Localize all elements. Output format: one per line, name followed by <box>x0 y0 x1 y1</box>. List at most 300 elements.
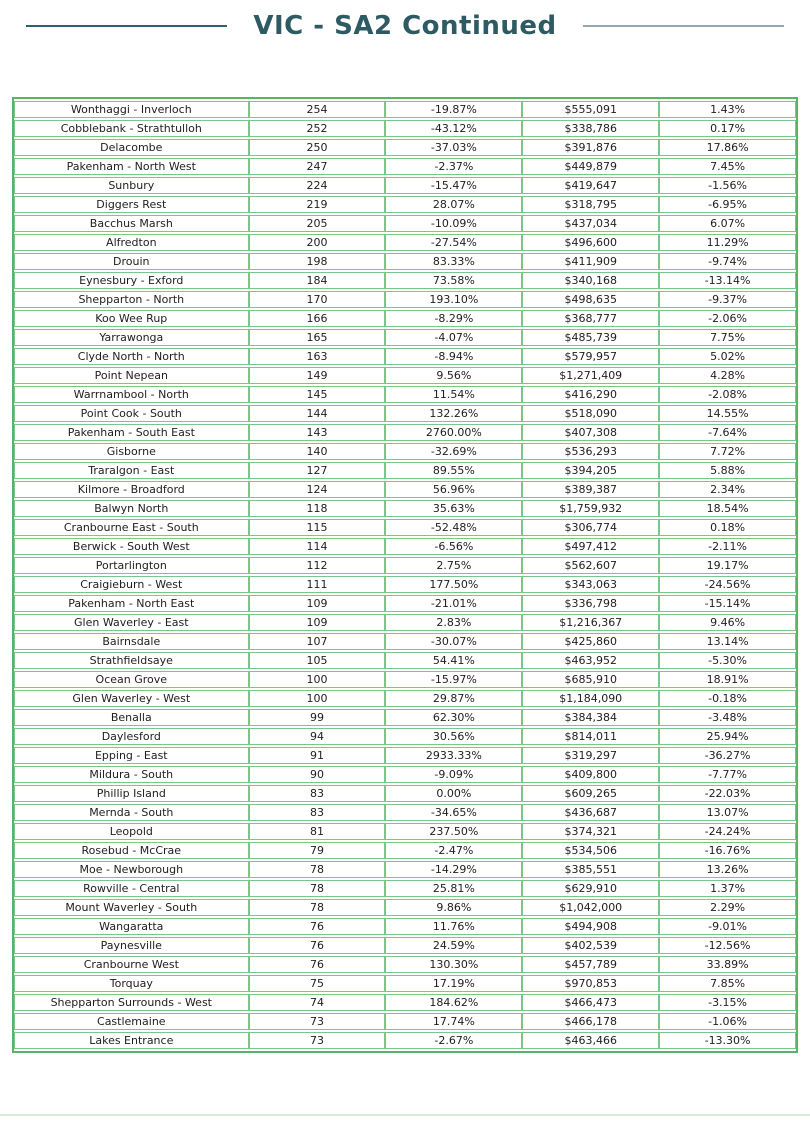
table-cell: -2.08% <box>659 386 796 403</box>
table-cell: 205 <box>249 215 386 232</box>
table-cell: 163 <box>249 348 386 365</box>
table-cell: 165 <box>249 329 386 346</box>
table-cell: 78 <box>249 899 386 916</box>
table-cell: 11.54% <box>385 386 522 403</box>
table-cell: Balwyn North <box>14 500 249 517</box>
table-row <box>14 633 796 650</box>
table-row <box>14 956 796 973</box>
table-cell: Cobblebank - Strathtulloh <box>14 120 249 137</box>
table-cell: 193.10% <box>385 291 522 308</box>
table-cell: Cranbourne East - South <box>14 519 249 536</box>
table-cell: Gisborne <box>14 443 249 460</box>
table-cell: Kilmore - Broadford <box>14 481 249 498</box>
table-cell: 78 <box>249 880 386 897</box>
table-row <box>14 899 796 916</box>
table-cell: Cranbourne West <box>14 956 249 973</box>
table-cell: $385,551 <box>522 861 659 878</box>
table-cell: 7.45% <box>659 158 796 175</box>
table-cell: $394,205 <box>522 462 659 479</box>
table-cell: $457,789 <box>522 956 659 973</box>
table-row <box>14 538 796 555</box>
table-cell: $340,168 <box>522 272 659 289</box>
table-cell: 130.30% <box>385 956 522 973</box>
table-cell: -27.54% <box>385 234 522 251</box>
table-cell: Shepparton Surrounds - West <box>14 994 249 1011</box>
table-row <box>14 101 796 118</box>
table-cell: 115 <box>249 519 386 536</box>
table-cell: Glen Waverley - West <box>14 690 249 707</box>
table-cell: $319,297 <box>522 747 659 764</box>
table-cell: -1.06% <box>659 1013 796 1030</box>
table-cell: 78 <box>249 861 386 878</box>
table-cell: 184.62% <box>385 994 522 1011</box>
table-cell: $1,216,367 <box>522 614 659 631</box>
table-cell: 252 <box>249 120 386 137</box>
table-cell: 76 <box>249 918 386 935</box>
table-cell: 13.14% <box>659 633 796 650</box>
table-cell: 29.87% <box>385 690 522 707</box>
sa2-table-container <box>12 97 798 1053</box>
table-cell: $336,798 <box>522 595 659 612</box>
table-row <box>14 386 796 403</box>
table-cell: Delacombe <box>14 139 249 156</box>
table-cell: Epping - East <box>14 747 249 764</box>
table-cell: $425,860 <box>522 633 659 650</box>
table-cell: Lakes Entrance <box>14 1032 249 1049</box>
table-cell: 5.02% <box>659 348 796 365</box>
table-cell: 145 <box>249 386 386 403</box>
table-cell: $343,063 <box>522 576 659 593</box>
table-row <box>14 519 796 536</box>
table-cell: 2.75% <box>385 557 522 574</box>
table-cell: -15.47% <box>385 177 522 194</box>
table-cell: 73 <box>249 1013 386 1030</box>
table-cell: 28.07% <box>385 196 522 213</box>
table-cell: -15.97% <box>385 671 522 688</box>
table-cell: 54.41% <box>385 652 522 669</box>
table-cell: $496,600 <box>522 234 659 251</box>
table-row <box>14 595 796 612</box>
table-cell: 219 <box>249 196 386 213</box>
table-row <box>14 234 796 251</box>
table-row <box>14 253 796 270</box>
table-cell: Mernda - South <box>14 804 249 821</box>
table-cell: -5.30% <box>659 652 796 669</box>
table-cell: $562,607 <box>522 557 659 574</box>
table-cell: $555,091 <box>522 101 659 118</box>
table-row <box>14 557 796 574</box>
table-cell: -2.37% <box>385 158 522 175</box>
table-row <box>14 614 796 631</box>
table-cell: -2.47% <box>385 842 522 859</box>
table-cell: Traralgon - East <box>14 462 249 479</box>
table-cell: $629,910 <box>522 880 659 897</box>
table-row <box>14 139 796 156</box>
table-cell: Diggers Rest <box>14 196 249 213</box>
table-cell: 2.83% <box>385 614 522 631</box>
table-cell: $1,042,000 <box>522 899 659 916</box>
table-cell: 144 <box>249 405 386 422</box>
table-cell: 56.96% <box>385 481 522 498</box>
table-cell: $416,290 <box>522 386 659 403</box>
table-cell: 11.29% <box>659 234 796 251</box>
table-cell: -4.07% <box>385 329 522 346</box>
table-cell: 2933.33% <box>385 747 522 764</box>
table-cell: -24.24% <box>659 823 796 840</box>
bottom-rule <box>0 1114 810 1116</box>
table-cell: -8.94% <box>385 348 522 365</box>
table-cell: Berwick - South West <box>14 538 249 555</box>
table-cell: -3.48% <box>659 709 796 726</box>
table-cell: 7.72% <box>659 443 796 460</box>
table-cell: 17.19% <box>385 975 522 992</box>
table-cell: $814,011 <box>522 728 659 745</box>
table-row <box>14 576 796 593</box>
table-row <box>14 462 796 479</box>
table-cell: 184 <box>249 272 386 289</box>
table-cell: 0.00% <box>385 785 522 802</box>
table-cell: Point Cook - South <box>14 405 249 422</box>
table-cell: Clyde North - North <box>14 348 249 365</box>
table-cell: 247 <box>249 158 386 175</box>
table-row <box>14 367 796 384</box>
table-cell: $970,853 <box>522 975 659 992</box>
table-cell: -9.74% <box>659 253 796 270</box>
table-cell: 127 <box>249 462 386 479</box>
table-cell: Castlemaine <box>14 1013 249 1030</box>
table-row <box>14 1013 796 1030</box>
table-cell: $497,412 <box>522 538 659 555</box>
table-row <box>14 291 796 308</box>
table-cell: $466,473 <box>522 994 659 1011</box>
table-cell: Leopold <box>14 823 249 840</box>
table-row <box>14 671 796 688</box>
table-row <box>14 785 796 802</box>
table-cell: Drouin <box>14 253 249 270</box>
table-cell: -19.87% <box>385 101 522 118</box>
table-cell: 7.85% <box>659 975 796 992</box>
table-cell: Wonthaggi - Inverloch <box>14 101 249 118</box>
table-cell: $338,786 <box>522 120 659 137</box>
table-cell: 254 <box>249 101 386 118</box>
table-cell: 1.37% <box>659 880 796 897</box>
table-cell: -2.11% <box>659 538 796 555</box>
table-cell: 224 <box>249 177 386 194</box>
table-cell: -32.69% <box>385 443 522 460</box>
page-header <box>0 6 810 46</box>
table-row <box>14 937 796 954</box>
table-cell: -15.14% <box>659 595 796 612</box>
table-cell: $609,265 <box>522 785 659 802</box>
table-cell: 35.63% <box>385 500 522 517</box>
page-title: VIC - SA2 Continued <box>253 11 557 41</box>
table-cell: $536,293 <box>522 443 659 460</box>
table-cell: -34.65% <box>385 804 522 821</box>
table-cell: $306,774 <box>522 519 659 536</box>
table-cell: 0.17% <box>659 120 796 137</box>
table-cell: $449,879 <box>522 158 659 175</box>
table-cell: 237.50% <box>385 823 522 840</box>
table-cell: 99 <box>249 709 386 726</box>
table-cell: 17.74% <box>385 1013 522 1030</box>
table-cell: -37.03% <box>385 139 522 156</box>
title-divider-right <box>583 25 784 27</box>
table-cell: 81 <box>249 823 386 840</box>
table-cell: Mildura - South <box>14 766 249 783</box>
table-cell: -12.56% <box>659 937 796 954</box>
table-cell: $1,184,090 <box>522 690 659 707</box>
table-row <box>14 766 796 783</box>
table-cell: Torquay <box>14 975 249 992</box>
table-row <box>14 272 796 289</box>
table-cell: -43.12% <box>385 120 522 137</box>
table-row <box>14 880 796 897</box>
table-cell: 73 <box>249 1032 386 1049</box>
table-row <box>14 918 796 935</box>
table-row <box>14 120 796 137</box>
table-cell: 111 <box>249 576 386 593</box>
sa2-data-table <box>12 97 798 1053</box>
table-cell: -9.09% <box>385 766 522 783</box>
table-cell: 114 <box>249 538 386 555</box>
table-row <box>14 709 796 726</box>
table-cell: Pakenham - South East <box>14 424 249 441</box>
table-cell: 132.26% <box>385 405 522 422</box>
table-cell: 105 <box>249 652 386 669</box>
table-cell: 170 <box>249 291 386 308</box>
table-cell: $485,739 <box>522 329 659 346</box>
table-cell: Paynesville <box>14 937 249 954</box>
table-cell: 250 <box>249 139 386 156</box>
table-row <box>14 196 796 213</box>
table-row <box>14 348 796 365</box>
table-cell: $494,908 <box>522 918 659 935</box>
table-cell: Bacchus Marsh <box>14 215 249 232</box>
table-cell: -21.01% <box>385 595 522 612</box>
table-cell: Point Nepean <box>14 367 249 384</box>
table-cell: 17.86% <box>659 139 796 156</box>
table-cell: -13.14% <box>659 272 796 289</box>
table-cell: 112 <box>249 557 386 574</box>
table-cell: Shepparton - North <box>14 291 249 308</box>
table-cell: $534,506 <box>522 842 659 859</box>
table-row <box>14 158 796 175</box>
table-cell: -7.64% <box>659 424 796 441</box>
table-cell: 18.91% <box>659 671 796 688</box>
table-cell: -36.27% <box>659 747 796 764</box>
table-cell: 107 <box>249 633 386 650</box>
table-row <box>14 728 796 745</box>
table-cell: Craigieburn - West <box>14 576 249 593</box>
table-cell: Portarlington <box>14 557 249 574</box>
table-cell: $419,647 <box>522 177 659 194</box>
table-cell: Bairnsdale <box>14 633 249 650</box>
table-cell: $1,759,932 <box>522 500 659 517</box>
table-cell: $437,034 <box>522 215 659 232</box>
table-cell: -1.56% <box>659 177 796 194</box>
table-cell: $384,384 <box>522 709 659 726</box>
table-cell: Phillip Island <box>14 785 249 802</box>
table-cell: 25.81% <box>385 880 522 897</box>
table-cell: $411,909 <box>522 253 659 270</box>
table-row <box>14 405 796 422</box>
table-cell: -6.56% <box>385 538 522 555</box>
table-cell: 18.54% <box>659 500 796 517</box>
table-cell: 83.33% <box>385 253 522 270</box>
table-cell: $1,271,409 <box>522 367 659 384</box>
table-cell: 2760.00% <box>385 424 522 441</box>
table-cell: $463,466 <box>522 1032 659 1049</box>
table-cell: 118 <box>249 500 386 517</box>
table-cell: 76 <box>249 956 386 973</box>
table-cell: 200 <box>249 234 386 251</box>
table-cell: 90 <box>249 766 386 783</box>
table-cell: 73.58% <box>385 272 522 289</box>
table-cell: Warrnambool - North <box>14 386 249 403</box>
table-cell: 19.17% <box>659 557 796 574</box>
table-cell: $436,687 <box>522 804 659 821</box>
table-cell: 11.76% <box>385 918 522 935</box>
table-cell: -7.77% <box>659 766 796 783</box>
table-row <box>14 443 796 460</box>
table-row <box>14 424 796 441</box>
table-row <box>14 652 796 669</box>
table-cell: 74 <box>249 994 386 1011</box>
table-cell: Ocean Grove <box>14 671 249 688</box>
table-row <box>14 861 796 878</box>
table-cell: 6.07% <box>659 215 796 232</box>
table-row <box>14 823 796 840</box>
table-cell: 83 <box>249 785 386 802</box>
table-cell: $374,321 <box>522 823 659 840</box>
table-cell: Rowville - Central <box>14 880 249 897</box>
table-cell: 1.43% <box>659 101 796 118</box>
table-cell: 198 <box>249 253 386 270</box>
table-row <box>14 1032 796 1049</box>
table-cell: $407,308 <box>522 424 659 441</box>
table-cell: Benalla <box>14 709 249 726</box>
table-row <box>14 690 796 707</box>
table-cell: 25.94% <box>659 728 796 745</box>
table-cell: Rosebud - McCrae <box>14 842 249 859</box>
table-cell: -2.06% <box>659 310 796 327</box>
table-cell: -24.56% <box>659 576 796 593</box>
table-cell: -52.48% <box>385 519 522 536</box>
table-row <box>14 804 796 821</box>
table-row <box>14 329 796 346</box>
table-row <box>14 842 796 859</box>
table-row <box>14 481 796 498</box>
table-cell: -13.30% <box>659 1032 796 1049</box>
table-cell: 79 <box>249 842 386 859</box>
table-row <box>14 177 796 194</box>
table-cell: Yarrawonga <box>14 329 249 346</box>
title-divider-left <box>26 25 227 27</box>
table-cell: Wangaratta <box>14 918 249 935</box>
table-cell: 89.55% <box>385 462 522 479</box>
table-cell: -22.03% <box>659 785 796 802</box>
table-cell: 9.86% <box>385 899 522 916</box>
table-cell: Koo Wee Rup <box>14 310 249 327</box>
table-cell: -30.07% <box>385 633 522 650</box>
table-cell: 149 <box>249 367 386 384</box>
table-cell: 75 <box>249 975 386 992</box>
table-cell: $579,957 <box>522 348 659 365</box>
table-cell: 30.56% <box>385 728 522 745</box>
table-cell: Pakenham - North West <box>14 158 249 175</box>
table-cell: 140 <box>249 443 386 460</box>
table-cell: 33.89% <box>659 956 796 973</box>
table-cell: 100 <box>249 671 386 688</box>
table-cell: 2.29% <box>659 899 796 916</box>
table-row <box>14 994 796 1011</box>
table-cell: Alfredton <box>14 234 249 251</box>
table-cell: 166 <box>249 310 386 327</box>
table-cell: $318,795 <box>522 196 659 213</box>
table-cell: 13.26% <box>659 861 796 878</box>
table-cell: Pakenham - North East <box>14 595 249 612</box>
table-cell: Eynesbury - Exford <box>14 272 249 289</box>
table-cell: 0.18% <box>659 519 796 536</box>
table-cell: -3.15% <box>659 994 796 1011</box>
table-cell: -6.95% <box>659 196 796 213</box>
table-cell: -16.76% <box>659 842 796 859</box>
table-cell: 62.30% <box>385 709 522 726</box>
table-cell: 7.75% <box>659 329 796 346</box>
table-cell: 4.28% <box>659 367 796 384</box>
table-row <box>14 215 796 232</box>
table-cell: $391,876 <box>522 139 659 156</box>
table-cell: 124 <box>249 481 386 498</box>
table-body <box>14 101 796 1049</box>
table-cell: 91 <box>249 747 386 764</box>
table-cell: -10.09% <box>385 215 522 232</box>
table-cell: Moe - Newborough <box>14 861 249 878</box>
table-cell: 109 <box>249 614 386 631</box>
table-cell: -2.67% <box>385 1032 522 1049</box>
table-cell: -9.01% <box>659 918 796 935</box>
table-row <box>14 975 796 992</box>
table-cell: Glen Waverley - East <box>14 614 249 631</box>
table-cell: 13.07% <box>659 804 796 821</box>
table-cell: 143 <box>249 424 386 441</box>
table-cell: Mount Waverley - South <box>14 899 249 916</box>
table-cell: 9.56% <box>385 367 522 384</box>
table-cell: $518,090 <box>522 405 659 422</box>
table-cell: 2.34% <box>659 481 796 498</box>
table-cell: Strathfieldsaye <box>14 652 249 669</box>
table-cell: 100 <box>249 690 386 707</box>
table-cell: -9.37% <box>659 291 796 308</box>
table-row <box>14 500 796 517</box>
table-cell: $402,539 <box>522 937 659 954</box>
table-cell: 14.55% <box>659 405 796 422</box>
table-cell: $368,777 <box>522 310 659 327</box>
table-cell: 83 <box>249 804 386 821</box>
table-row <box>14 310 796 327</box>
table-cell: 109 <box>249 595 386 612</box>
table-cell: 94 <box>249 728 386 745</box>
table-cell: 9.46% <box>659 614 796 631</box>
table-cell: 177.50% <box>385 576 522 593</box>
table-cell: -8.29% <box>385 310 522 327</box>
table-cell: $409,800 <box>522 766 659 783</box>
table-cell: $389,387 <box>522 481 659 498</box>
table-row <box>14 747 796 764</box>
table-cell: 76 <box>249 937 386 954</box>
table-cell: Sunbury <box>14 177 249 194</box>
table-cell: -0.18% <box>659 690 796 707</box>
